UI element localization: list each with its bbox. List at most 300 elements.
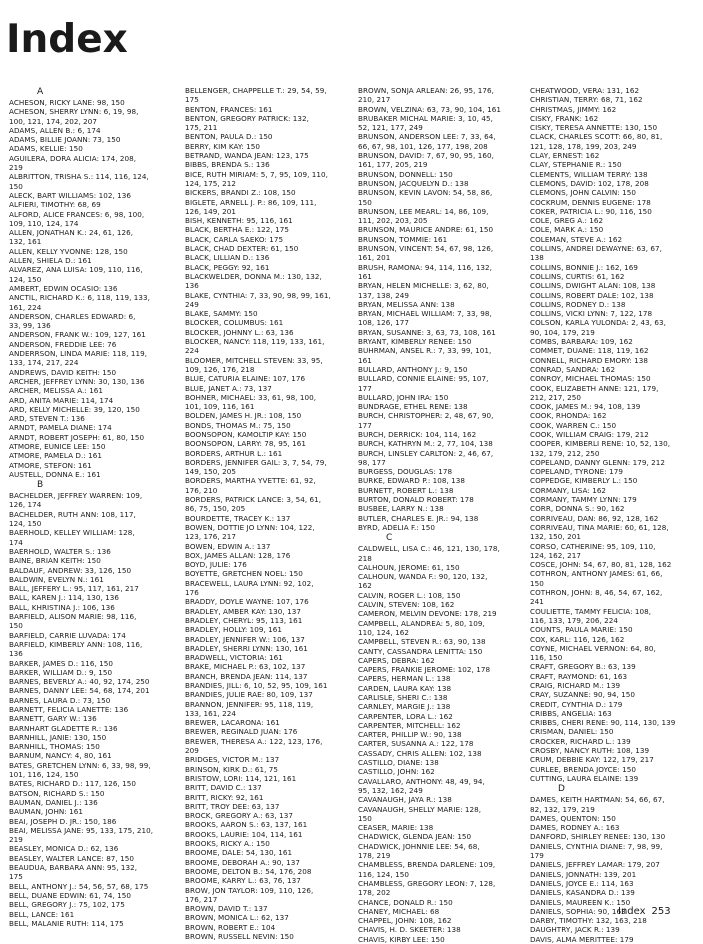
index-entry: BOLDEN, JAMES H. JR.: 108, 150 (185, 411, 302, 421)
index-entry: BRUNSON, LEE MEARL: 14, 86, 109, (358, 206, 489, 216)
index-entry: 174 (9, 537, 23, 547)
index-entry: BRITT, RICKY: 92, 161 (185, 792, 264, 802)
index-entry: BOHNER, MICHAEL: 33, 61, 98, 100, (185, 392, 317, 402)
index-entry: CRAY, SUZANNE: 90, 94, 150 (530, 690, 636, 700)
index-entry: BARNHILL, THOMAS: 150 (9, 742, 100, 752)
index-entry: 111, 202, 203, 205 (358, 216, 428, 226)
index-entry: BALL, JEFFERY L.: 95, 117, 161, 217 (9, 584, 139, 594)
index-entry: BROWN, ROBERT E.: 104 (185, 922, 276, 932)
index-entry: DANIELS, CYNTHIA DIANE: 7, 98, 99, (530, 841, 663, 851)
index-entry: BRUNSON, ANDERSON LEE: 7, 33, 64, (358, 132, 496, 142)
index-entry: BURKE, EDWARD P.: 108, 138 (358, 476, 466, 486)
index-entry: COPELAND, TYRONE: 179 (530, 467, 623, 477)
index-entry: BAERHOLD, WALTER S.: 136 (9, 546, 111, 556)
index-entry: CRAFT, GREGORY B.: 63, 139 (530, 662, 636, 672)
index-entry: CORRIVEAU, DAN: 86, 92, 128, 162 (530, 513, 659, 523)
index-entry: BULLARD, ANTHONY J.: 9, 150 (358, 364, 468, 374)
index-entry: CHANCE, DONALD R.: 150 (358, 897, 453, 907)
index-entry: 175, 211 (185, 123, 218, 133)
section-letter: A (37, 87, 44, 97)
index-entry: CASSADY, CHRIS ALLEN: 102, 138 (358, 748, 482, 758)
index-entry: DAMES, KEITH HARTMAN: 54, 66, 67, (530, 795, 665, 805)
index-entry: CAPERS, FRANKIE JEROME: 102, 178 (358, 665, 491, 675)
index-entry: CISKY, TERESA ANNETTE: 130, 150 (530, 123, 658, 133)
index-entry: BRINSON, KIRK D.: 61, 75 (185, 764, 278, 774)
index-entry: DARBY, TIMOTHY: 132, 163, 218 (530, 916, 647, 926)
index-entry: BATES, RICHARD D.: 117, 126, 150 (9, 779, 137, 789)
index-entry: BOONSOPON, KAMOLTIP KAY: 150 (185, 429, 307, 439)
index-entry: ATMORE, EUNICE LEE: 150 (9, 441, 106, 451)
index-entry: CRAIG, RICHARD M.: 139 (530, 681, 621, 690)
index-entry: BERRY, KIM KAY: 150 (185, 141, 261, 151)
page-title: Index (6, 17, 128, 62)
index-entry: BENTON, FRANCES: 161 (185, 104, 273, 114)
index-entry: BEASLEY, MONICA D.: 62, 136 (9, 844, 119, 854)
index-entry: BORDERS, MARTHA YVETTE: 61, 92, (185, 476, 316, 486)
index-entry: AUSTELL, DONNA E.: 161 (9, 469, 101, 479)
index-entry: BARFIELD, ALISON MARIE: 98, 116, (9, 612, 137, 622)
index-entry: 176, 210 (185, 485, 218, 495)
index-entry: CRAFT, RAYMOND: 61, 163 (530, 671, 628, 681)
index-entry: COOK, RHONDA: 162 (530, 411, 607, 421)
index-entry: BUSBEE, LARRY N.: 138 (358, 504, 444, 514)
index-entry: ATMORE, STEFON: 161 (9, 460, 92, 470)
index-entry: BENTON, PAULA D.: 150 (185, 132, 273, 142)
index-entry: BALDWIN, EVELYN N.: 161 (9, 574, 104, 584)
index-entry: COLEMAN, STEVE A.: 162 (530, 234, 623, 244)
index-entry: 150 (358, 197, 372, 207)
index-entry: BRADLEY, JENNIFER W.: 106, 137 (185, 634, 305, 644)
index-entry: CARNLEY, MARGIE J.: 138 (358, 702, 451, 712)
index-entry: BELL, GREGORY J.: 75, 102, 175 (9, 900, 125, 910)
index-entry: CAMPBELL, STEVEN R.: 63, 90, 138 (358, 637, 486, 647)
index-entry: CALHOUN, WANDA F.: 90, 120, 132, (358, 572, 488, 582)
index-entry: COLLINS, VICKI LYNN: 7, 122, 178 (530, 309, 653, 319)
index-entry: COOK, JAMES M.: 94, 108, 139 (530, 402, 641, 412)
index-entry: BRUNSON, VINCENT: 54, 67, 98, 126, (358, 244, 494, 254)
index-entry: BRADLEY, SHERRI LYNN: 130, 161 (185, 643, 308, 653)
index-entry: 149, 150, 205 (185, 467, 236, 477)
index-entry: COCKRUM, DENNIS EUGENE: 178 (530, 197, 651, 207)
index-entry: 126, 149, 201 (185, 206, 236, 216)
index-entry: 124, 175, 212 (185, 178, 236, 188)
index-entry: CARDEN, LAURA KAY: 138 (358, 683, 452, 693)
index-entry: ARD, STEVEN T.: 136 (9, 414, 85, 424)
index-entry: COOK, WARREN C.: 150 (530, 420, 617, 430)
index-entry: BLACK, CARLA SAEKO: 175 (185, 234, 284, 244)
index-entry: BOX, JAMES ALLAN: 128, 176 (185, 550, 291, 560)
index-entry: BLACKWELDER, DONNA M.: 130, 132, (185, 271, 322, 281)
index-entry: DANFORD, SHIRLEY RENEE: 130, 130 (530, 832, 666, 842)
index-entry: 218 (358, 553, 372, 563)
index-entry: CLACK, CHARLES SCOTT: 66, 80, 81, (530, 132, 663, 142)
index-entry: CHEATWOOD, VERA: 131, 162 (530, 86, 640, 95)
index-entry: COMBS, BARBARA: 109, 162 (530, 337, 633, 347)
index-entry: 241 (530, 597, 544, 607)
index-entry: 116, 124, 150 (358, 869, 409, 879)
index-entry: COTHRON, JOHN: 8, 46, 54, 67, 162, (530, 588, 663, 598)
index-entry: BLACK, BERTHA E.: 122, 175 (185, 225, 289, 235)
index-entry: 52, 121, 177, 249 (358, 123, 423, 133)
index-column-1 (9, 86, 179, 928)
index-entry: ANDREWS, DAVID KEITH: 150 (9, 367, 117, 377)
index-entry: 66, 67, 98, 101, 126, 177, 198, 208 (358, 141, 488, 151)
page-number: 253 (651, 906, 671, 917)
index-entry: DANIELS, JONNATH: 139, 201 (530, 869, 637, 879)
index-entry: CASTILLO, DIANE: 138 (358, 758, 439, 768)
index-entry: BRADLEY, CHERYL: 95, 113, 161 (185, 615, 303, 625)
index-entry: 219 (9, 835, 23, 845)
index-entry: ACHESON, RICKY LANE: 98, 150 (9, 98, 125, 107)
index-entry: CAPERS, DEBRA: 162 (358, 655, 435, 665)
index-entry: BLACK, LILLIAN D.: 136 (185, 253, 270, 263)
index-entry: ALFIERI, TIMOTHY: 68, 69 (9, 200, 101, 210)
index-entry: CAVANAUGH, SHELLY MARIE: 128, (358, 804, 482, 814)
index-entry: CORMANY, TAMMY LYNN: 179 (530, 495, 637, 505)
footer-label: Index (618, 906, 646, 917)
index-entry: BOONSOPON, LARRY: 78, 95, 161 (185, 439, 307, 449)
index-entry: DANIELS, KASANDRA D.: 139 (530, 888, 635, 898)
index-entry: 98, 177 (358, 457, 386, 467)
index-entry: BAUMAN, JOHN: 161 (9, 807, 84, 817)
index-entry: CARTER, PHILLIP W.: 90, 138 (358, 730, 462, 740)
index-entry: 86, 75, 150, 205 (185, 504, 246, 514)
index-entry: BISH, KENNETH: 95, 116, 161 (185, 216, 293, 226)
index-entry: 100, 121, 174, 202, 207 (9, 116, 98, 126)
index-entry: 177 (358, 383, 372, 393)
index-entry: BARNUM, NANCY: 4, 80, 161 (9, 751, 112, 761)
index-entry: BOWEN, EDWIN A.: 137 (185, 541, 271, 551)
index-entry: COSCE, JOHN: 54, 67, 80, 81, 128, 162 (530, 560, 672, 570)
index-entry: BORDERS, JENNIFER GAIL: 3, 7, 54, 79, (185, 457, 327, 467)
index-entry: ANDERRSON, LINDA MARIE: 118, 119, (9, 349, 148, 359)
index-entry: BARKER, JAMES D.: 116, 150 (9, 658, 113, 668)
index-entry: 212, 217, 250 (530, 392, 581, 402)
index-entry: 175 (185, 95, 199, 105)
index-entry: 175 (9, 872, 23, 882)
index-entry: BRADLEY, HOLLY: 109, 161 (185, 625, 283, 635)
index-entry: DAVIS, ALMA MERITTEE: 179 (530, 934, 634, 944)
section-letter: B (37, 480, 44, 491)
index-entry: BEAI, JOSEPH D. JR.: 150, 186 (9, 816, 117, 826)
index-entry: CHAMBLESS, BRENDA DARLENE: 109, (358, 860, 496, 870)
index-entry: DAMES, QUENTON: 150 (530, 813, 616, 823)
index-column-3 (358, 86, 528, 944)
index-entry: 123, 176, 217 (185, 532, 236, 542)
index-entry: CASTILLO, JOHN: 162 (358, 767, 435, 777)
index-entry: BROW, JON TAYLOR: 109, 110, 126, (185, 885, 314, 895)
index-entry: ADAMS, BILLIE JOANN: 73, 150 (9, 135, 121, 145)
index-entry: ARCHER, MELISSA A.: 161 (9, 386, 104, 396)
index-entry: BROWN, SONJA ARLEAN: 26, 95, 176, (358, 86, 494, 95)
index-entry: COX, KARL: 116, 126, 162 (530, 634, 625, 644)
index-entry: BAUMAN, DANIEL J.: 136 (9, 797, 98, 807)
index-entry: BRITT, DAVID C.: 137 (185, 783, 262, 793)
index-entry: 209 (185, 746, 199, 756)
index-entry: CLEMONS, DAVID: 102, 178, 208 (530, 178, 649, 188)
index-entry: BRUSH, RAMONA: 94, 114, 116, 132, (358, 262, 493, 272)
index-entry: DAMES, RODNEY A.: 163 (530, 823, 620, 833)
index-entry: COMMET, DUANE: 118, 119, 162 (530, 346, 649, 356)
index-entry: BRANDIES, JILL: 6, 10, 52, 95, 109, 161 (185, 681, 328, 690)
index-entry: BURCH, LINSLEY CARLTON: 2, 46, 67, (358, 448, 494, 458)
index-entry: CLEMONS, JOHN CALVIN: 150 (530, 188, 637, 198)
index-entry: 176 (185, 588, 199, 598)
index-entry: 124, 162, 217 (530, 550, 581, 560)
index-entry: CAPERS, HERMAN L.: 138 (358, 674, 451, 684)
index-entry: COLE, GREG A.: 162 (530, 216, 604, 226)
index-entry: BIBBS, BRENDA S.: 136 (185, 160, 270, 170)
index-entry: BELL, LANCE: 161 (9, 909, 75, 919)
index-entry: CHAPPEL, JOHN: 108, 162 (358, 916, 452, 926)
index-entry: BRYAN, SUSANNE: 3, 63, 73, 108, 161 (358, 327, 496, 337)
index-entry: 33, 99, 136 (9, 321, 51, 331)
index-entry: BLOCKER, NANCY: 118, 119, 133, 161, (185, 337, 325, 347)
index-entry: CROCKER, RICHARD L.: 139 (530, 736, 631, 746)
index-entry: BRUNSON, TOMMIE: 161 (358, 234, 448, 244)
index-entry: BRUNSON, DAVID: 7, 67, 90, 95, 160, (358, 151, 494, 161)
index-entry: CHAVIS, KIRBY LEE: 150 (358, 934, 445, 944)
index-entry: BROWN, RUSSELL NEVIN: 150 (185, 932, 294, 942)
index-entry: CONROY, MICHAEL THOMAS: 150 (530, 374, 651, 384)
index-entry: 133, 161, 224 (185, 708, 236, 718)
index-entry: BARNES, DANNY LEE: 54, 68, 174, 201 (9, 686, 150, 696)
index-entry: BROOKS, AARON S.: 63, 137, 161 (185, 820, 308, 830)
index-entry: BLAKE, SAMMY: 150 (185, 309, 258, 319)
index-entry: COLLINS, CURTIS: 61, 162 (530, 271, 625, 281)
index-entry: CRIBBS, CHERI RENE: 90, 114, 130, 139 (530, 718, 676, 728)
index-entry: BRANDIES, JULIE RAE: 80, 109, 137 (185, 690, 313, 700)
index-entry: ALLEN, KELLY YVONNE: 128, 150 (9, 246, 128, 256)
index-entry: 124, 150 (9, 519, 42, 529)
index-entry: BURTON, DONALD ROBERT: 178 (358, 495, 474, 505)
index-entry: COLLINS, DWIGHT ALAN: 108, 138 (530, 281, 656, 291)
index-entry: 178, 202 (358, 888, 391, 898)
index-entry: CHADWICK, GLENDA JEAN: 150 (358, 832, 472, 842)
index-entry: BICKERS, BRANDI Z.: 108, 150 (185, 188, 296, 198)
index-entry: BORDERS, PATRICK LANCE: 3, 54, 61, (185, 495, 322, 505)
section-letter: C (386, 533, 393, 544)
index-entry: CHADWICK, JOHNNIE LEE: 54, 68, (358, 841, 480, 851)
index-entry: 136 (9, 649, 23, 659)
index-entry: BOYD, JULIE: 176 (185, 560, 247, 570)
index-entry: BLACK, CHAD DEXTER: 61, 150 (185, 244, 299, 254)
index-entry: 101, 109, 116, 161 (185, 402, 255, 412)
index-entry: 210, 217 (358, 95, 391, 105)
index-entry: CRIBBS, ANGELIA: 163 (530, 708, 612, 718)
index-entry: BARFIELD, KIMBERLY ANN: 108, 116, (9, 639, 143, 649)
index-entry: DANIELS, JEFFREY LAMAR: 179, 207 (530, 860, 660, 870)
index-entry: BURNETT, ROBERT L.: 138 (358, 485, 454, 495)
index-entry: CROSBY, NANCY RUTH: 108, 139 (530, 746, 650, 756)
index-entry: BROOME, DALE: 54, 130, 161 (185, 848, 293, 858)
index-entry: COOPER, KIMBERLI RENE: 10, 52, 130, (530, 439, 671, 449)
index-entry: BACHELDER, RUTH ANN: 108, 117, (9, 509, 136, 519)
index-entry: BRADDY, DOYLE WAYNE: 107, 176 (185, 597, 309, 607)
index-entry: ADAMS, KELLIE: 150 (9, 144, 83, 154)
index-entry: 124, 150 (9, 274, 42, 284)
index-entry: CARPENTER, MITCHELL: 162 (358, 720, 461, 730)
index-entry: BROWN, DAVID T.: 137 (185, 904, 268, 914)
index-entry: BOYETTE, GRETCHEN NOEL: 150 (185, 569, 303, 579)
index-entry: CAVALLARO, ANTHONY: 48, 49, 94, (358, 776, 485, 786)
index-entry: BROOME, DELTON B.: 54, 176, 208 (185, 866, 312, 876)
index-entry: BRUBAKER MICHAL MARIE: 3, 10, 45, (358, 113, 493, 123)
index-entry: BROOME, DEBORAH A.: 90, 137 (185, 857, 300, 867)
index-entry: 95, 132, 162, 249 (358, 785, 423, 795)
index-entry: BATSON, RICHARD S.: 150 (9, 788, 105, 798)
index-entry: CHAVIS, H. D. SKEETER: 138 (358, 925, 461, 935)
index-entry: BULLARD, JOHN IRA: 150 (358, 392, 449, 402)
index-entry: ANCTIL, RICHARD K.: 6, 118, 119, 133, (9, 293, 150, 303)
index-entry: CORR, DONNA S.: 90, 162 (530, 504, 625, 514)
index-entry: AMBERT, EDWIN OCASIO: 136 (9, 283, 118, 293)
index-entry: CORMANY, LISA: 162 (530, 485, 607, 495)
index-entry: BURGESS, DOUGLAS: 178 (358, 467, 453, 477)
index-entry: BRANNON, JENNIFER: 95, 118, 119, (185, 699, 314, 709)
index-entry: BRAKE, MICHAEL P.: 63, 102, 137 (185, 662, 306, 672)
index-entry: 137, 138, 249 (358, 290, 409, 300)
index-entry: BREWER, LACARONA: 161 (185, 718, 280, 728)
index-entry: CALVIN, ROGER L.: 108, 150 (358, 590, 461, 600)
index-entry: BAINE, BRIAN KEITH: 150 (9, 556, 101, 566)
index-entry: BRITT, TROY DEE: 63, 137 (185, 801, 280, 811)
index-entry: ALBRITTON, TRISHA S.: 114, 116, 124, (9, 172, 149, 182)
index-entry: CAVANAUGH, JAYA R.: 138 (358, 795, 452, 805)
index-entry: COLE, MARK A.: 150 (530, 225, 604, 235)
index-entry: COLLINS, RODNEY D.: 138 (530, 299, 626, 309)
index-entry: 219 (9, 163, 23, 173)
index-entry: BLUE, JANET A.: 73, 137 (185, 383, 272, 393)
index-entry: COOK, ELIZABETH ANNE: 121, 179, (530, 383, 659, 393)
index-entry: CRUM, DEBBIE KAY: 122, 179, 217 (530, 755, 654, 765)
index-entry: ANDERSON, CHARLES EDWARD: 6, (9, 311, 136, 321)
index-entry: BRANCH, BRENDA JEAN: 114, 137 (185, 671, 308, 681)
index-entry: CEASER, MARIE: 138 (358, 823, 434, 833)
index-entry: DANIELS, SOPHIA: 90, 163 (530, 906, 626, 916)
index-entry: 177 (358, 420, 372, 430)
index-entry: ADAMS, ALLEN B.: 6, 174 (9, 125, 101, 135)
index-column-4 (530, 86, 700, 944)
index-entry: 162 (358, 581, 372, 591)
index-entry: 249 (185, 299, 199, 309)
index-entry: BARNHILL, JANIE: 130, 150 (9, 732, 107, 742)
index-entry: CARTER, SUSANNA A.: 122, 178 (358, 739, 474, 749)
index-entry: BALL, KHRISTINA J.: 106, 136 (9, 602, 115, 612)
index-entry: BATES, GRETCHEN LYNN: 6, 33, 98, 99, (9, 760, 151, 770)
index-entry: CALHOUN, JEROME: 61, 150 (358, 562, 460, 572)
index-entry: COTHRON, ANTHONY JAMES: 61, 66, (530, 569, 663, 579)
index-entry: ARNDT, PAMELA DIANE: 174 (9, 423, 112, 433)
index-entry: 116, 133, 179, 206, 224 (530, 615, 619, 625)
index-entry: CAMPBELL, ALANDREA: 5, 80, 109, (358, 618, 485, 628)
page-footer (618, 906, 671, 917)
index-entry: BRADLEY, AMBER KAY: 130, 137 (185, 606, 301, 616)
index-entry: CRISMAN, DANIEL: 150 (530, 727, 614, 737)
index-entry: BARNETT, GARY W.: 136 (9, 714, 97, 724)
index-entry: BUNDRAGE, ETHEL RENE: 138 (358, 402, 468, 412)
section-letter: D (558, 784, 565, 795)
index-entry: CALVIN, STEVEN: 108, 162 (358, 600, 455, 610)
index-entry: 224 (185, 346, 199, 356)
index-entry: BOURDETTE, TRACEY K.: 137 (185, 513, 291, 523)
index-entry: BICE, RUTH MIRIAM: 5, 7, 95, 109, 110, (185, 169, 328, 179)
index-entry: 161, 177, 205, 219 (358, 160, 428, 170)
index-entry: AGUILERA, DORA ALICIA: 174, 208, (9, 153, 137, 163)
index-entry: 161, 224 (9, 302, 42, 312)
index-entry: CAMERON, MELVIN DEVONE: 178, 219 (358, 609, 497, 619)
index-entry: ACHESON, SHERRY LYNN: 6, 19, 98, (9, 107, 139, 117)
index-entry: ARD, KELLY MICHELLE: 39, 120, 150 (9, 404, 140, 414)
index-entry: BELL, DUANE EDWIN: 61, 74, 150 (9, 890, 131, 900)
index-entry: CHANEY, MICHAEL: 68 (358, 906, 440, 916)
index-entry: BROOKS, LAURIE: 104, 114, 161 (185, 829, 303, 839)
index-entry: COLLINS, BONNIE J.: 162, 169 (530, 262, 638, 272)
index-entry: BROOME, KARRY L.: 63, 76, 137 (185, 876, 301, 886)
index-entry: CURLEE, BRENDA JOYCE: 150 (530, 764, 636, 774)
index-entry: 161 (358, 355, 372, 365)
index-entry: BRISTOW, LORI: 114, 121, 161 (185, 773, 297, 783)
index-entry: ALFORD, ALICE FRANCES: 6, 98, 100, (9, 209, 145, 219)
index-entry: 132, 150, 201 (530, 532, 581, 542)
index-entry: 133, 174, 217, 224 (9, 358, 79, 368)
index-entry: CUTTING, LAURA ELAINE: 139 (530, 773, 639, 783)
index-entry: 176, 217 (185, 894, 218, 904)
index-entry: CANTY, CASSANDRA LENITTA: 150 (358, 646, 483, 656)
index-entry: COOK, WILLIAM CRAIG: 179, 212 (530, 429, 649, 439)
index-entry: BUHRMAN, ANSEL R.: 7, 33, 99, 101, (358, 346, 492, 356)
index-entry: BROWN, MONICA L.: 62, 137 (185, 913, 289, 923)
index-entry: BRUNSON, DONNELL: 150 (358, 169, 453, 179)
index-entry: CHRISTIAN, TERRY: 68, 71, 162 (530, 95, 643, 105)
index-entry: 150 (358, 813, 372, 823)
index-entry: BELL, ANTHONY J.: 54, 56, 57, 68, 175 (9, 881, 149, 891)
index-entry: 136 (185, 281, 199, 291)
index-entry: 138 (530, 253, 544, 263)
index-entry: BORDERS, ARTHUR L.: 161 (185, 448, 283, 458)
index-entry: COPPEDGE, KIMBERLY L.: 150 (530, 476, 638, 486)
index-entry: BRADWELL, VICTORIA: 161 (185, 653, 283, 663)
index-entry: ALECK, BART WILLIAMS: 102, 136 (9, 190, 132, 200)
index-entry: BELLENGER, CHAPPELLE T.: 29, 54, 59, (185, 86, 327, 95)
index-entry: BRYAN, MICHAEL WILLIAM: 7, 33, 98, (358, 309, 492, 319)
index-entry: 150 (530, 578, 544, 588)
index-entry: BACHELDER, JEFFREY WARREN: 109, (9, 491, 143, 501)
index-entry: 90, 104, 179, 219 (530, 327, 595, 337)
index-entry: COULIETTE, TAMMY FELICIA: 108, (530, 606, 652, 616)
index-entry: BLUE, CATURIA ELAINE: 107, 176 (185, 374, 306, 384)
index-entry: 126, 174 (9, 500, 42, 510)
index-entry: BRYANT, KIMBERLY RENEE: 150 (358, 337, 472, 347)
index-entry: CARPENTER, LORA L.: 162 (358, 711, 453, 721)
index-entry: BARNHART GLADETTE R.: 136 (9, 723, 118, 733)
index-entry: ATMORE, PAMELA D.: 161 (9, 451, 102, 461)
index-entry: 101, 116, 124, 150 (9, 770, 79, 780)
index-entry: 110, 124, 162 (358, 627, 409, 637)
index-entry: BURCH, DERRICK: 104, 114, 162 (358, 429, 477, 439)
index-entry: DANIELS, MAUREEN K.: 150 (530, 897, 631, 907)
index-entry: BAERHOLD, KELLEY WILLIAM: 128, (9, 528, 135, 538)
index-entry: BETRAND, WANDA JEAN: 123, 175 (185, 151, 309, 161)
index-entry: BRUNSON, MAURICE ANDRE: 61, 150 (358, 225, 494, 235)
index-entry: ARNDT, ROBERT JOSEPH: 61, 80, 150 (9, 432, 145, 442)
index-entry: 116, 150 (530, 653, 563, 663)
index-entry: BENTON, GREGORY PATRICK: 132, (185, 113, 310, 123)
index-entry: BLOOMER, MITCHELL STEVEN: 33, 95, (185, 355, 323, 365)
index-entry: BRIDGES, VICTOR M.: 137 (185, 755, 280, 765)
index-entry: BONDS, THOMAS M.: 75, 150 (185, 420, 291, 430)
index-entry: COUNTS, PAULA MARIE: 150 (530, 625, 633, 635)
